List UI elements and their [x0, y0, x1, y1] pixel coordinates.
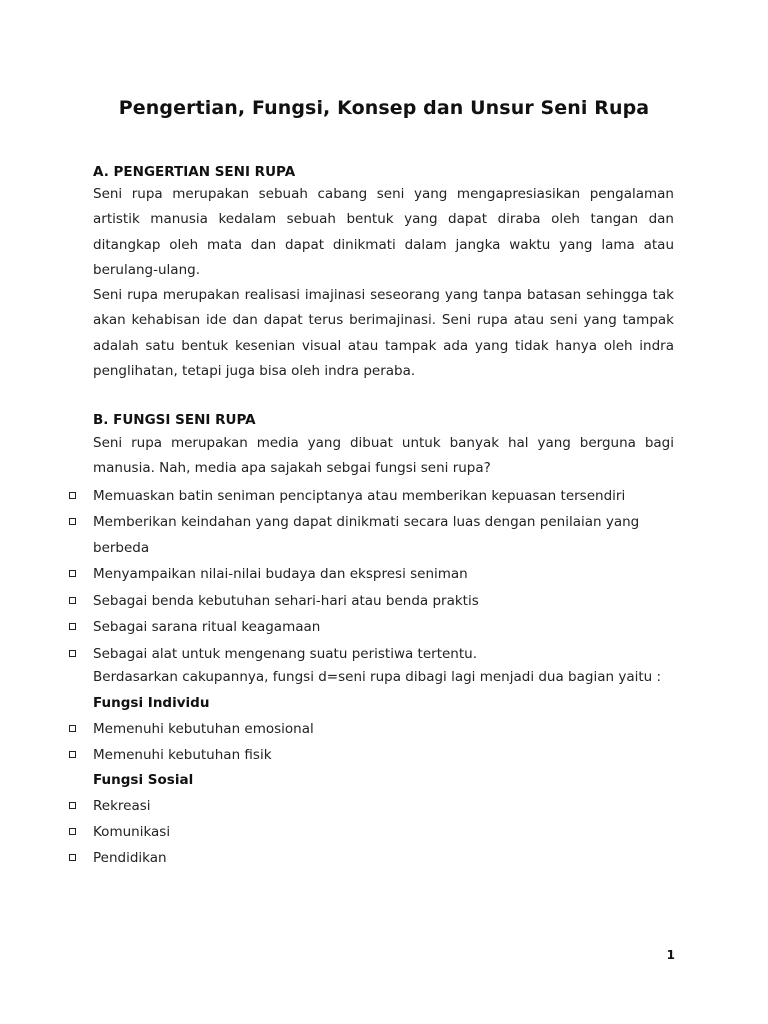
list-item-text: Komunikasi — [93, 824, 171, 840]
list-item-text: Sebagai benda kebutuhan sehari-hari atau benda praktis — [93, 593, 479, 609]
checkbox-bullet-icon — [69, 597, 76, 604]
checkbox-bullet-icon — [69, 650, 76, 657]
checkbox-bullet-icon — [69, 725, 76, 732]
list-item-text: Menyampaikan nilai-nilai budaya dan ekspresi seniman — [93, 566, 468, 582]
list-item-text: Memberikan keindahan yang dapat dinikmati secara luas dengan penilaian yang berbeda — [93, 514, 640, 556]
checkbox-bullet-icon — [69, 828, 76, 835]
scope-text: Berdasarkan cakupannya, fungsi d=seni rupa dibagi lagi menjadi dua bagian yaitu : — [93, 669, 662, 685]
section-b-intro: Seni rupa merupakan media yang dibuat untuk banyak hal yang berguna bagi manusia. Nah, media apa sajakah sebgai fungsi seni rupa? — [93, 435, 674, 477]
checkbox-bullet-icon — [69, 518, 76, 525]
checkbox-bullet-icon — [69, 492, 76, 499]
section-a-paragraph-1: Seni rupa merupakan sebuah cabang seni yang mengapresiasikan pengalaman artistik manusia kedalam sebuah bentuk yang dapat diraba oleh tangan dan ditangkap oleh mata dan dapat dinikmati dalam jangka waktu yang lama atau berulang-ulang. — [93, 186, 674, 278]
checkbox-bullet-icon — [69, 854, 76, 861]
page-number: 1 — [666, 948, 675, 962]
individual-function-heading: Fungsi Individu — [93, 695, 210, 711]
checkbox-bullet-icon — [69, 802, 76, 809]
list-item-text: Sebagai sarana ritual keagamaan — [93, 619, 321, 635]
social-function-heading: Fungsi Sosial — [93, 772, 194, 788]
list-item-text: Sebagai alat untuk mengenang suatu peristiwa tertentu. — [93, 646, 477, 662]
section-b-heading: B. FUNGSI SENI RUPA — [93, 412, 256, 428]
checkbox-bullet-icon — [69, 751, 76, 758]
list-item-text: Memenuhi kebutuhan emosional — [93, 721, 314, 737]
page-title: Pengertian, Fungsi, Konsep dan Unsur Seni Rupa — [118, 97, 650, 119]
section-a-paragraph-2: Seni rupa merupakan realisasi imajinasi seseorang yang tanpa batasan sehingga tak akan kehabisan ide dan dapat terus berimajinasi. Seni rupa atau seni yang tampak adalah satu bentuk kesenian visual atau tampak ada yang tidak hanya oleh indra penglihatan, tetapi juga bisa oleh indra peraba. — [93, 287, 674, 379]
list-item-text: Pendidikan — [93, 850, 167, 866]
list-item-text: Memenuhi kebutuhan fisik — [93, 747, 272, 763]
checkbox-bullet-icon — [69, 623, 76, 630]
list-item-text: Memuaskan batin seniman penciptanya atau memberikan kepuasan tersendiri — [93, 488, 626, 504]
section-a-heading: A. PENGERTIAN SENI RUPA — [93, 164, 296, 180]
list-item-text: Rekreasi — [93, 798, 151, 814]
checkbox-bullet-icon — [69, 570, 76, 577]
